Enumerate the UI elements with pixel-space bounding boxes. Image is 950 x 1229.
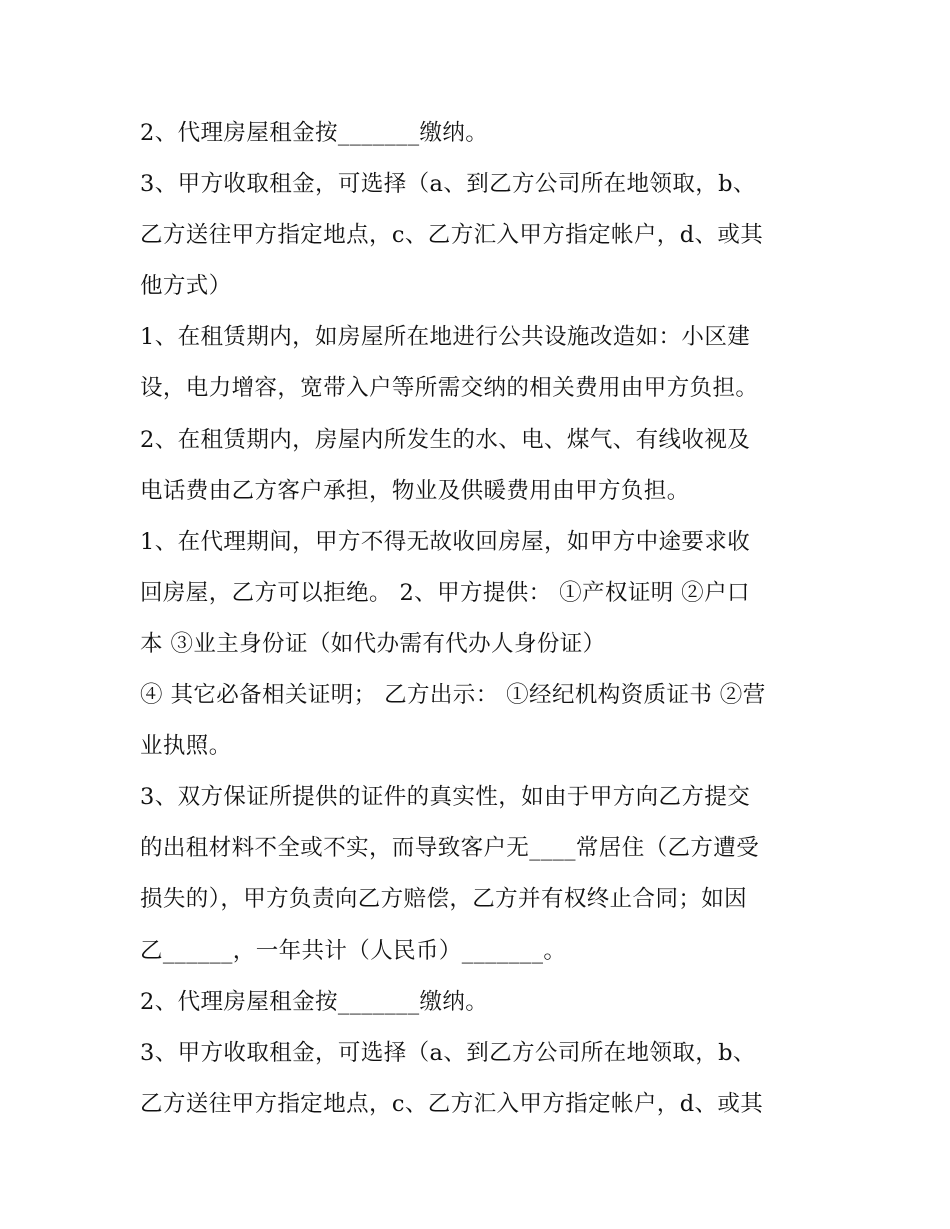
text-line: 乙方送往甲方指定地点，c、乙方汇入甲方指定帐户，d、或其: [140, 1090, 764, 1117]
text-line: 的出租材料不全或不实，而导致客户无____常居住（乙方遭受: [140, 835, 760, 862]
text-line: 设，电力增容，宽带入户等所需交纳的相关费用由甲方负担。: [140, 375, 759, 402]
text-line: 乙______，一年共计（人民币）_______。: [140, 937, 567, 964]
text-line: 2、代理房屋租金按_______缴纳。: [140, 120, 489, 146]
text-line: 损失的），甲方负责向乙方赔偿，乙方并有权终止合同；如因: [140, 886, 748, 913]
text-line: 1、在租赁期内，如房屋所在地进行公共设施改造如：小区建: [140, 324, 751, 351]
text-line: 3、甲方收取租金，可选择（a、到乙方公司所在地领取，b、: [140, 171, 756, 198]
text-line: 3、甲方收取租金，可选择（a、到乙方公司所在地领取，b、: [140, 1039, 756, 1066]
text-line: 本 ③业主身份证（如代办需有代办人身份证）: [140, 630, 606, 657]
text-line: 业执照。: [140, 733, 232, 760]
text-line: 2、代理房屋租金按_______缴纳。: [140, 988, 489, 1015]
document-body: [140, 108, 820, 1130]
text-line: 回房屋，乙方可以拒绝。 2、甲方提供： ①产权证明 ②户口: [140, 579, 750, 606]
text-line: 2、在租赁期内，房屋内所发生的水、电、煤气、有线收视及: [140, 426, 751, 453]
text-line: 他方式）: [140, 273, 232, 300]
text-line: 3、双方保证所提供的证件的真实性，如由于甲方向乙方提交: [140, 784, 751, 811]
text-line: ④ 其它必备相关证明； 乙方出示： ①经纪机构资质证书 ②营: [140, 682, 766, 709]
text-line: 1、在代理期间，甲方不得无故收回房屋，如甲方中途要求收: [140, 528, 751, 555]
text-line: 电话费由乙方客户承担，物业及供暖费用由甲方负担。: [140, 477, 690, 504]
text-line: 乙方送往甲方指定地点，c、乙方汇入甲方指定帐户，d、或其: [140, 222, 764, 249]
